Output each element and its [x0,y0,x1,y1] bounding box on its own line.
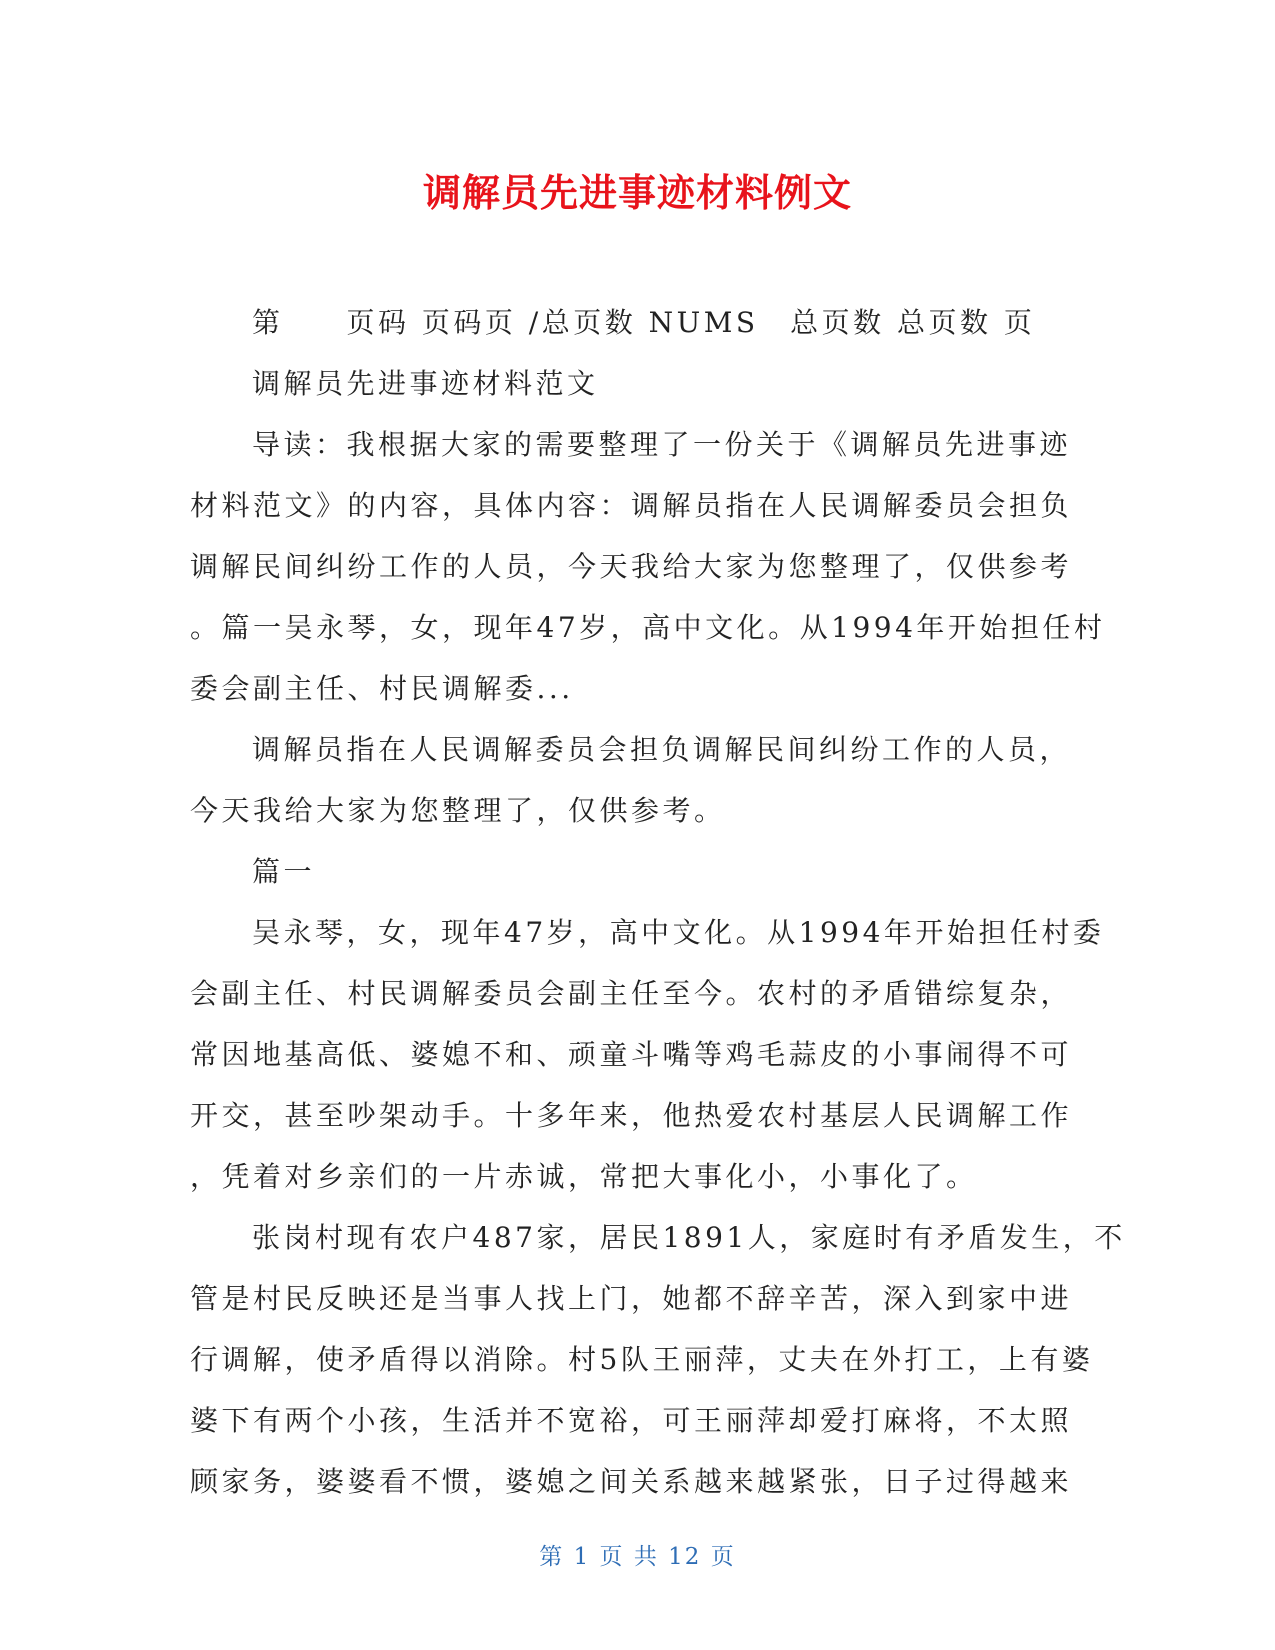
body-line: 调解民间纠纷工作的人员，今天我给大家为您整理了，仅供参考 [190,550,1073,583]
body-line: 会副主任、村民调解委员会副主任至今。农村的矛盾错综复杂， [190,977,1073,1010]
document-title: 调解员先进事迹材料例文 [422,171,852,215]
document-body [190,292,1126,1512]
body-line: 材料范文》的内容，具体内容：调解员指在人民调解委员会担负 [190,489,1073,522]
body-line: 张岗村现有农户487家，居民1891人，家庭时有矛盾发生，不 [252,1221,1126,1254]
body-line: 委会副主任、村民调解委... [190,672,574,705]
body-line: 调解员指在人民调解委员会担负调解民间纠纷工作的人员， [252,733,1072,766]
body-line: 顾家务，婆婆看不惯，婆媳之间关系越来越紧张，日子过得越来 [190,1465,1073,1498]
body-line: ，凭着对乡亲们的一片赤诚，常把大事化小，小事化了。 [190,1160,978,1193]
subtitle-line: 调解员先进事迹材料范文 [252,367,599,400]
body-line: 开交，甚至吵架动手。十多年来，他热爱农村基层人民调解工作 [190,1099,1073,1132]
body-line: 婆下有两个小孩，生活并不宽裕，可王丽萍却爱打麻将，不太照 [190,1404,1073,1437]
section-heading: 篇一 [252,855,316,888]
page-footer: 第 1 页 共 12 页 [539,1544,736,1570]
body-line: 。篇一吴永琴，女，现年47岁，高中文化。从1994年开始担任村 [190,611,1106,644]
body-line: 常因地基高低、婆媳不和、顽童斗嘴等鸡毛蒜皮的小事闹得不可 [190,1038,1073,1071]
body-line: 行调解，使矛盾得以消除。村5队王丽萍，丈夫在外打工，上有婆 [190,1343,1094,1376]
body-line: 今天我给大家为您整理了，仅供参考。 [190,794,726,827]
body-line: 导读：我根据大家的需要整理了一份关于《调解员先进事迹 [252,428,1072,461]
body-line: 吴永琴，女，现年47岁，高中文化。从1994年开始担任村委 [252,916,1105,949]
header-field-line: 第 页码 页码页 /总页数 NUMS 总页数 总页数 页 [252,306,1036,339]
body-line: 管是村民反映还是当事人找上门，她都不辞辛苦，深入到家中进 [190,1282,1073,1315]
